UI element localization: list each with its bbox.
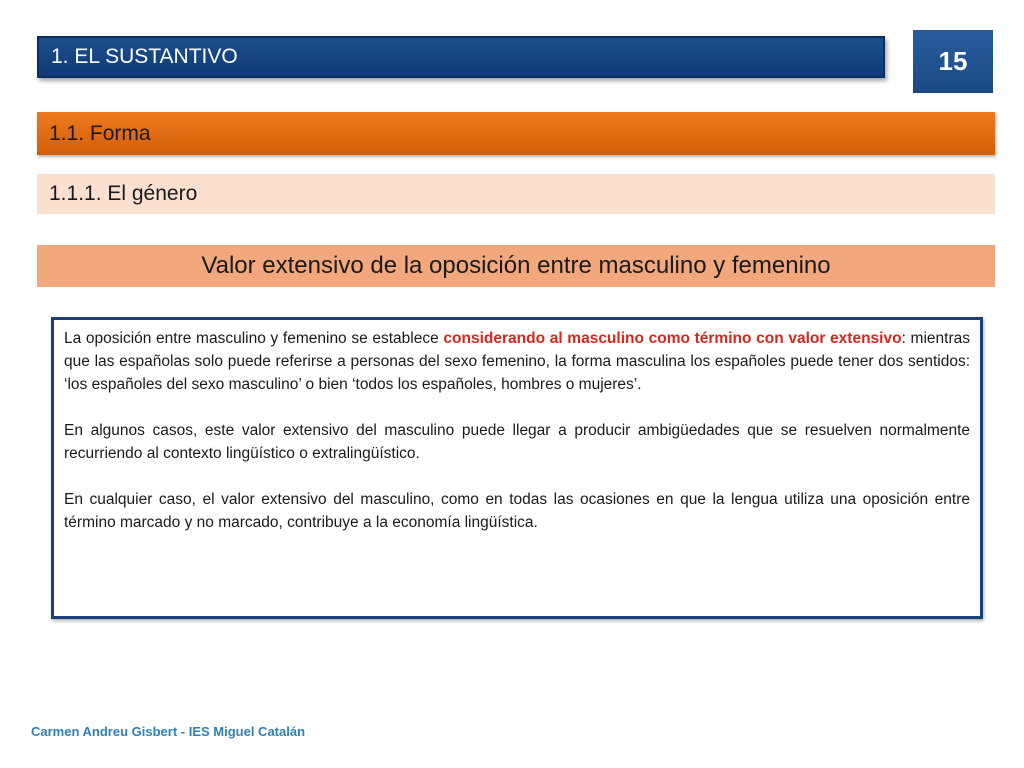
slide-heading: Valor extensivo de la oposición entre masculino y femenino	[37, 245, 995, 287]
paragraph-3: En cualquier caso, el valor extensivo del masculino, como en todas las ocasiones en que la lengua utiliza una oposición entre término marcado y no marcado, contribuye a la economía lingüística.	[64, 491, 970, 531]
paragraph-2: En algunos casos, este valor extensivo del masculino puede llegar a producir ambigüedades que se resuelven normalmente recurriendo al contexto lingüístico o extralingüístico.	[64, 422, 970, 462]
footer-credit: Carmen Andreu Gisbert - IES Miguel Catalán	[31, 724, 306, 739]
paragraph-1-rest: : mientras que las españolas solo puede referirse a personas del sexo femenino, la forma masculina los españoles puede tener dos sentidos: ‘los españoles del sexo masculino’ o bien ‘todos los españoles, hombres o mujeres’.	[64, 330, 970, 393]
paragraph-1	[64, 327, 970, 396]
subsubsection-title: 1.1.1. El género	[37, 174, 995, 214]
page-number: 15	[913, 30, 993, 93]
content-box	[51, 317, 983, 619]
highlighted-text: considerando al masculino como término con valor extensivo	[443, 330, 902, 347]
paragraph-1-intro: La oposición entre masculino y femenino se establece	[64, 330, 444, 347]
subsection-title: 1.1. Forma	[37, 112, 995, 155]
section-title: 1. EL SUSTANTIVO	[37, 36, 885, 78]
